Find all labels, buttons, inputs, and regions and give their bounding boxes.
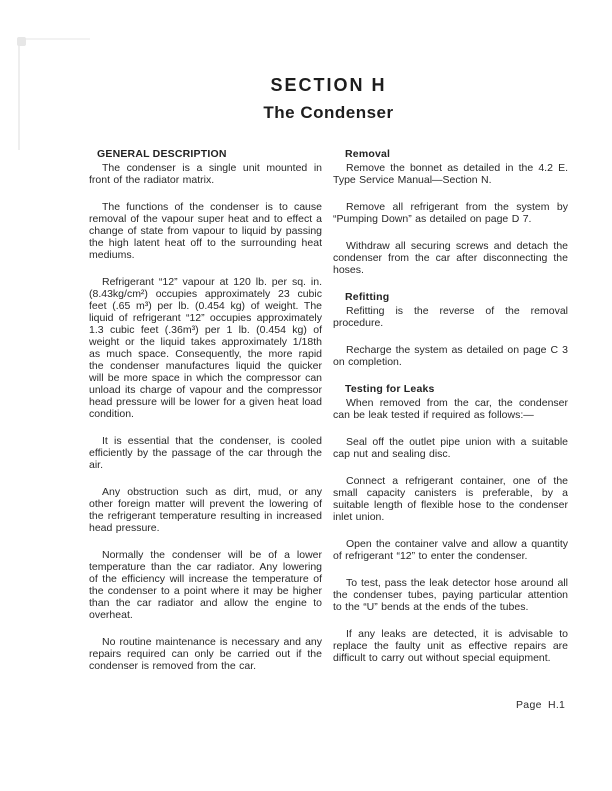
paragraph: Normally the condenser will be of a lower temperature than the car radiator. Any lowering of the efficiency will increase the temperature of the condenser to a point where it may be higher than the car radiator and allow the engine to overheat.	[89, 549, 322, 621]
paragraph: The functions of the condenser is to cause removal of the vapour super heat and to effect a change of state from vapour to liquid by passing the high latent heat off to the surrounding heat mediums.	[89, 201, 322, 261]
paragraph: Connect a refrigerant container, one of the small capacity canisters is preferable, by a suitable length of flexible hose to the condenser inlet union.	[333, 475, 568, 523]
paragraph: Remove all refrigerant from the system by “Pumping Down” as detailed on page D 7.	[333, 201, 568, 225]
section-title: SECTION H	[270, 75, 387, 95]
heading-general-description: GENERAL DESCRIPTION	[97, 148, 227, 160]
scan-edge-artifact	[18, 38, 90, 150]
heading-refitting: Refitting	[345, 291, 390, 303]
paragraph: Refitting is the reverse of the removal procedure.	[333, 305, 568, 329]
paragraph: Refrigerant “12” vapour at 120 lb. per sq. in. (8.43kg/cm²) occupies approximately 23 cubic feet (.65 m³) per lb. (0.454 kg) of weight. The liquid of refrigerant “12” occupies approximately 1.3 cubic feet (.36m³) per 1 lb. (0.454 kg) of weight or the liquid takes approximately 1/18th as much space. Consequently, the more rapid the condenser manufactures liquid the quicker will be more space in which the compressor can unload its charge of vapour and the compressor head pressure will be lower for a given heat load condition.	[89, 276, 322, 420]
title-block	[89, 74, 568, 123]
heading-removal: Removal	[345, 148, 391, 160]
paragraph: To test, pass the leak detector hose around all the condenser tubes, paying particular attention to the “U” bends at the ends of the tubes.	[333, 577, 568, 613]
paragraph: The condenser is a single unit mounted in front of the radiator matrix.	[89, 162, 322, 186]
paragraph: When removed from the car, the condenser can be leak tested if required as follows:—	[333, 397, 568, 421]
paragraph: It is essential that the condenser, is cooled efficiently by the passage of the car through the air.	[89, 435, 322, 471]
paragraph: Seal off the outlet pipe union with a suitable cap nut and sealing disc.	[333, 436, 568, 460]
paragraph: If any leaks are detected, it is advisable to replace the faulty unit as effective repairs are difficult to carry out without special equipment.	[333, 628, 568, 664]
paragraph: Recharge the system as detailed on page C 3 on completion.	[333, 344, 568, 368]
heading-testing-for-leaks: Testing for Leaks	[345, 383, 435, 395]
left-column	[89, 148, 322, 687]
paragraph: Open the container valve and allow a quantity of refrigerant “12” to enter the condenser.	[333, 538, 568, 562]
paragraph: Remove the bonnet as detailed in the 4.2 E. Type Service Manual—Section N.	[333, 162, 568, 186]
paragraph: No routine maintenance is necessary and any repairs required can only be carried out if the condenser is removed from the car.	[89, 636, 322, 672]
right-column	[333, 148, 568, 679]
paragraph: Withdraw all securing screws and detach the condenser from the car after disconnecting the hoses.	[333, 240, 568, 276]
page-number: Page H.1	[516, 699, 566, 711]
paragraph: Any obstruction such as dirt, mud, or any other foreign matter will prevent the lowering of the refrigerant temperature resulting in increased head pressure.	[89, 486, 322, 534]
page-subtitle: The Condenser	[263, 103, 394, 122]
